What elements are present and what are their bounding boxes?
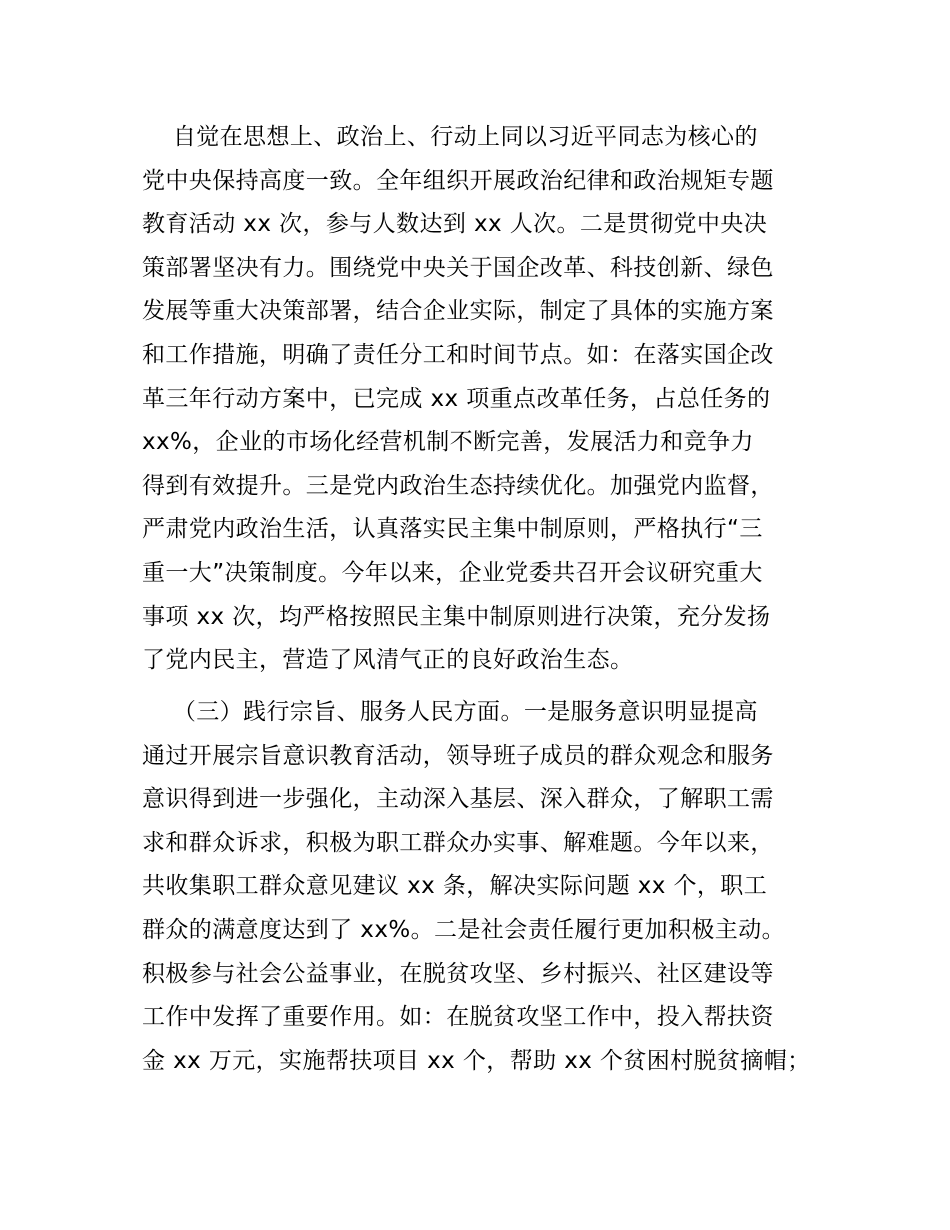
paragraph-line: 严肃党内政治生活，认真落实民主集中制原则，严格执行“三: [142, 516, 763, 543]
paragraph-line: （三）践行宗旨、服务人民方面。一是服务意识明显提高: [142, 699, 758, 725]
paragraph-line: 教育活动 xx 次，参与人数达到 xx 人次。二是贯彻党中央决: [142, 211, 768, 238]
paragraph-serving-people: [142, 691, 832, 1083]
paragraph-political-discipline: [142, 116, 832, 683]
paragraph-line: 得到有效提升。三是党内政治生态持续优化。加强党内监督，: [142, 472, 774, 499]
paragraph-line: 金 xx 万元，实施帮扶项目 xx 个，帮助 xx 个贫困村脱贫摘帽；: [142, 1047, 811, 1074]
paragraph-line: 共收集职工群众意见建议 xx 条，解决实际问题 xx 个，职工: [142, 873, 768, 900]
paragraph-line: 重一大”决策制度。今年以来，企业党委共召开会议研究重大: [142, 559, 763, 586]
paragraph-line: 积极参与社会公益事业，在脱贫攻坚、乡村振兴、社区建设等: [142, 960, 774, 987]
paragraph-line: 工作中发挥了重要作用。如：在脱贫攻坚工作中，投入帮扶资: [142, 1004, 774, 1031]
paragraph-line: 革三年行动方案中，已完成 xx 项重点改革任务，占总任务的: [142, 385, 771, 412]
paragraph-line: 党中央保持高度一致。全年组织开展政治纪律和政治规矩专题: [142, 167, 774, 194]
paragraph-line: 和工作措施，明确了责任分工和时间节点。如：在落实国企改: [142, 341, 774, 368]
paragraph-line: 事项 xx 次，均严格按照民主集中制原则进行决策，充分发扬: [142, 603, 771, 630]
paragraph-line: 群众的满意度达到了 xx%。二是社会责任履行更加积极主动。: [142, 916, 785, 943]
paragraph-line: 发展等重大决策部署，结合企业实际，制定了具体的实施方案: [142, 298, 774, 325]
paragraph-line: 通过开展宗旨意识教育活动，领导班子成员的群众观念和服务: [142, 742, 774, 769]
paragraph-line: 自觉在思想上、政治上、行动上同以习近平同志为核心的: [142, 124, 758, 150]
paragraph-line: 求和群众诉求，积极为职工群众办实事、解难题。今年以来，: [142, 829, 774, 856]
paragraph-line: xx%，企业的市场化经营机制不断完善，发展活力和竞争力: [142, 429, 754, 456]
paragraph-line: 了党内民主，营造了风清气正的良好政治生态。: [142, 647, 634, 674]
paragraph-line: 意识得到进一步强化，主动深入基层、深入群众，了解职工需: [142, 786, 774, 813]
paragraph-line: 策部署坚决有力。围绕党中央关于国企改革、科技创新、绿色: [142, 254, 774, 281]
